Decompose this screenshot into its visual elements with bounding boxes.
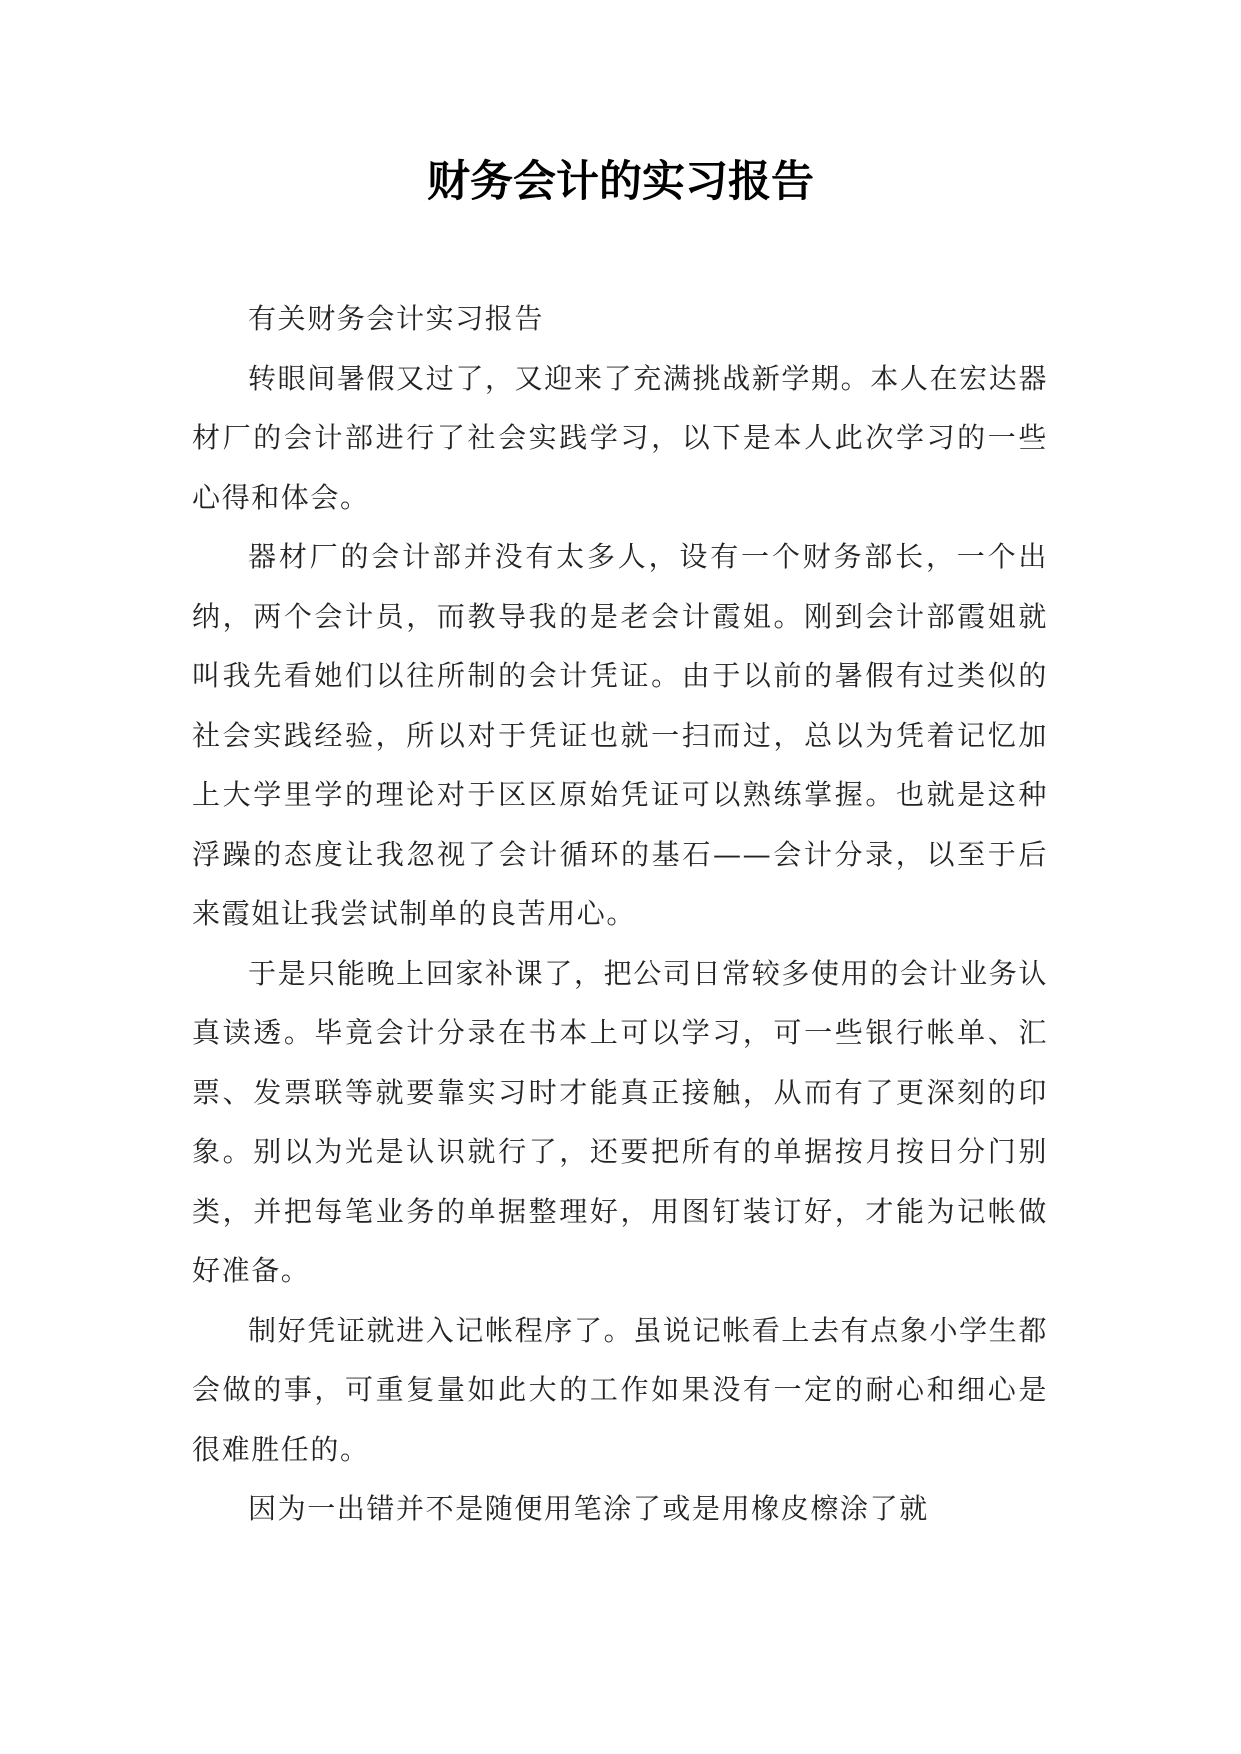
document-title: 财务会计的实习报告 xyxy=(427,157,814,207)
paragraph-subtitle: 有关财务会计实习报告 xyxy=(248,302,545,335)
paragraph-department: 器材厂的会计部并没有太多人，设有一个财务部长，一个出纳，两个会计员，而教导我的是老会计霞姐。刚到会计部霞姐就叫我先看她们以往所制的会计凭证。由于以前的暑假有过类似的社会实践经验，所以对于凭证也就一扫而过，总以为凭着记忆加上大学里学的理论对于区区原始凭证可以熟练掌握。也就是这种浮躁的态度让我忽视了会计循环的基石——会计分录，以至于后来霞姐让我尝试制单的良苦用心。 xyxy=(192,540,1048,930)
paragraph-bookkeeping: 制好凭证就进入记帐程序了。虽说记帐看上去有点象小学生都会做的事，可重复量如此大的工作如果没有一定的耐心和细心是很难胜任的。 xyxy=(192,1313,1048,1466)
paragraph-errors: 因为一出错并不是随便用笔涂了或是用橡皮檫涂了就 xyxy=(248,1492,929,1525)
paragraph-intro: 转眼间暑假又过了，又迎来了充满挑战新学期。本人在宏达器材厂的会计部进行了社会实践学习，以下是本人此次学习的一些心得和体会。 xyxy=(192,361,1048,514)
document-body xyxy=(192,289,1048,1539)
paragraph-study: 于是只能晚上回家补课了，把公司日常较多使用的会计业务认真读透。毕竟会计分录在书本上可以学习，可一些银行帐单、汇票、发票联等就要靠实习时才能真正接触，从而有了更深刻的印象。别以为光是认识就行了，还要把所有的单据按月按日分门别类，并把每笔业务的单据整理好，用图钉装订好，才能为记帐做好准备。 xyxy=(192,956,1048,1287)
